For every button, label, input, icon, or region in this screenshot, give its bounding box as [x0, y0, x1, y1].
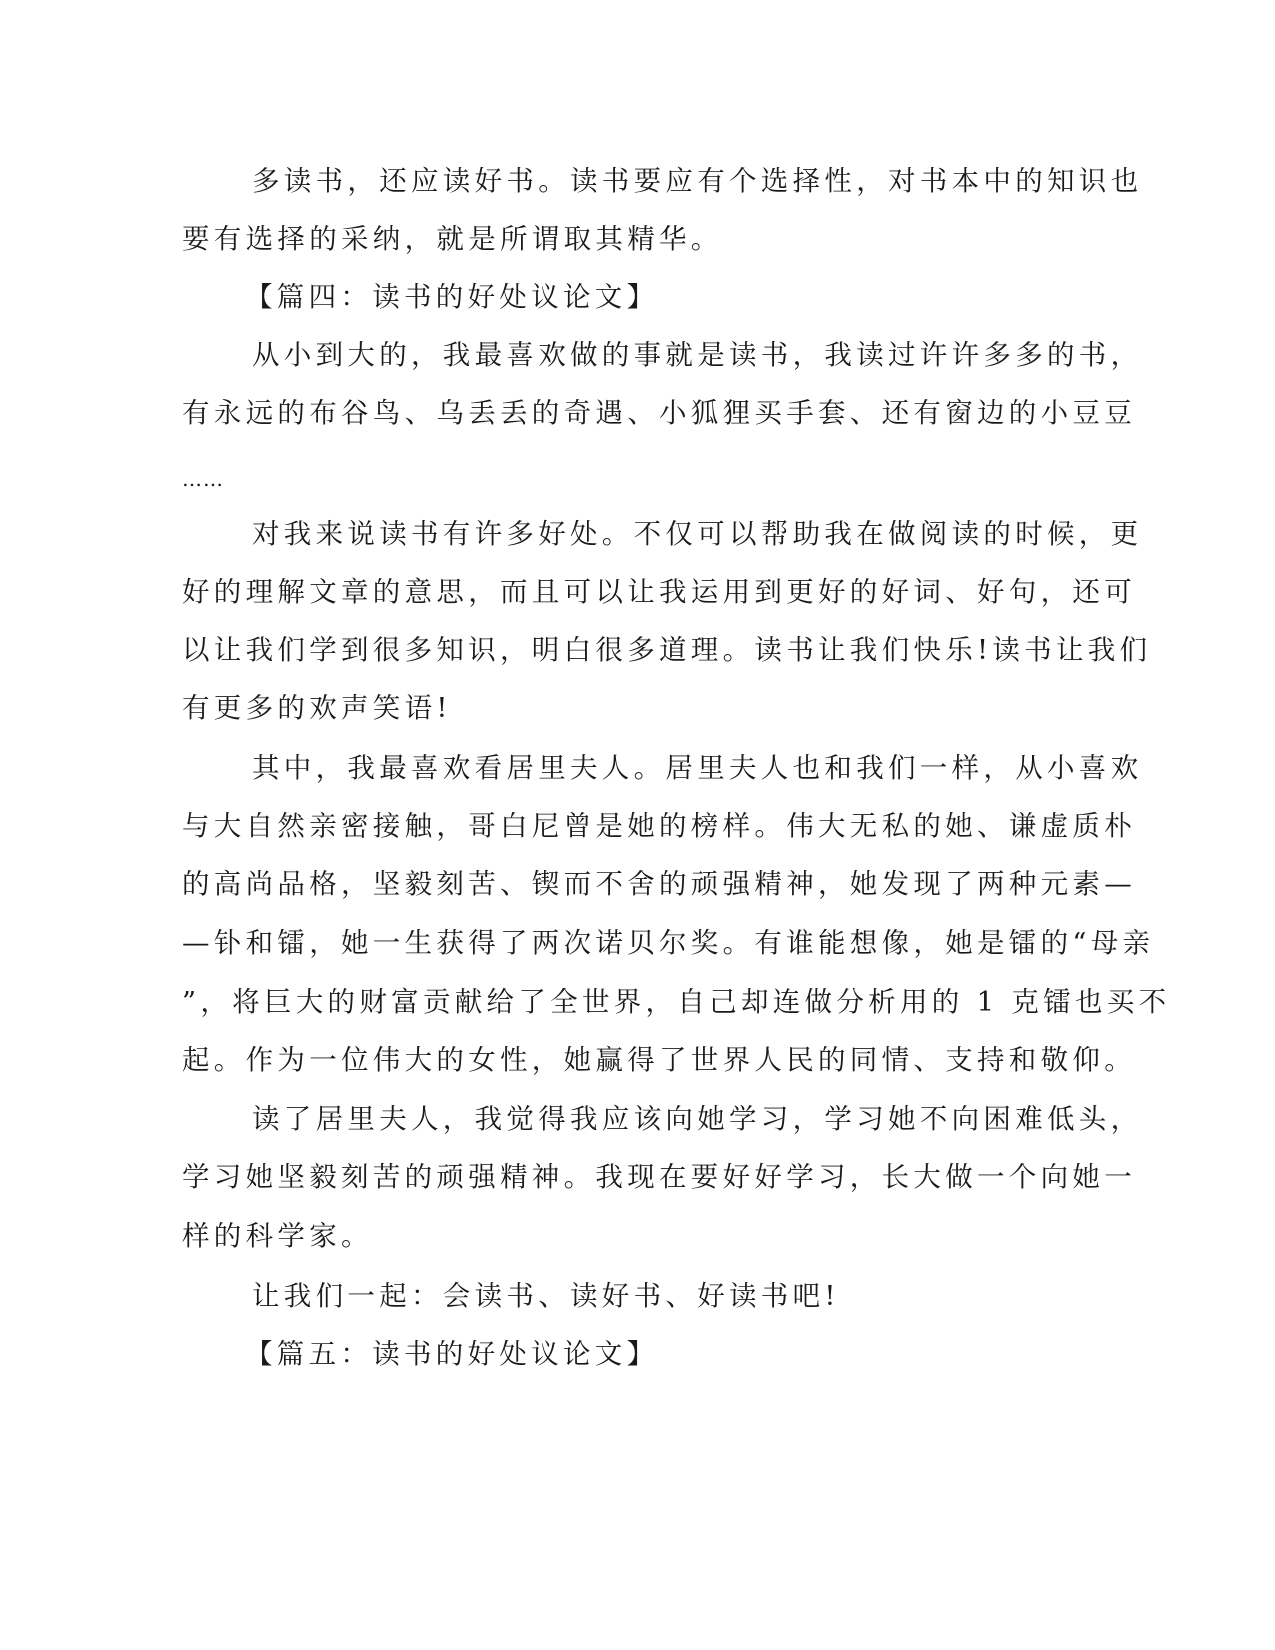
paragraph-line: 学习她坚毅刻苦的顽强精神。我现在要好好学习，长大做一个向她一 [182, 1161, 1136, 1193]
paragraph-line: 与大自然亲密接触，哥白尼曾是她的榜样。伟大无私的她、谦虚质朴 [182, 810, 1136, 842]
paragraph-line: 的高尚品格，坚毅刻苦、锲而不舍的顽强精神，她发现了两种元素— [182, 868, 1136, 900]
paragraph-line: 多读书，还应读好书。读书要应有个选择性，对书本中的知识也 [252, 165, 1143, 197]
paragraph-line: 样的科学家。 [182, 1220, 373, 1252]
paragraph-line: 好的理解文章的意思，而且可以让我运用到更好的好词、好句，还可 [182, 576, 1136, 608]
paragraph-line: —钋和镭，她一生获得了两次诺贝尔奖。有谁能想像，她是镭的“母亲 [182, 927, 1155, 959]
paragraph-line: 有永远的布谷鸟、乌丢丢的奇遇、小狐狸买手套、还有窗边的小豆豆 [182, 397, 1136, 429]
paragraph-line: 有更多的欢声笑语! [182, 692, 452, 724]
ellipsis-line: …… [182, 467, 224, 491]
section-heading-4: 【篇四：读书的好处议论文】 [245, 281, 659, 313]
section-heading-5: 【篇五：读书的好处议论文】 [245, 1338, 659, 1370]
paragraph-line: 读了居里夫人，我觉得我应该向她学习，学习她不向困难低头， [252, 1103, 1143, 1135]
paragraph-line: ”，将巨大的财富贡献给了全世界，自己却连做分析用的 1 克镭也买不 [182, 986, 1171, 1018]
paragraph-line: 从小到大的，我最喜欢做的事就是读书，我读过许许多多的书， [252, 339, 1143, 371]
paragraph-line: 要有选择的采纳，就是所谓取其精华。 [182, 223, 723, 255]
paragraph-line: 让我们一起：会读书、读好书、好读书吧! [252, 1280, 840, 1312]
paragraph-line: 以让我们学到很多知识，明白很多道理。读书让我们快乐!读书让我们 [182, 634, 1152, 666]
paragraph-line: 其中，我最喜欢看居里夫人。居里夫人也和我们一样，从小喜欢 [252, 752, 1143, 784]
paragraph-line: 起。作为一位伟大的女性，她赢得了世界人民的同情、支持和敬仰。 [182, 1044, 1136, 1076]
paragraph-line: 对我来说读书有许多好处。不仅可以帮助我在做阅读的时候，更 [252, 518, 1143, 550]
